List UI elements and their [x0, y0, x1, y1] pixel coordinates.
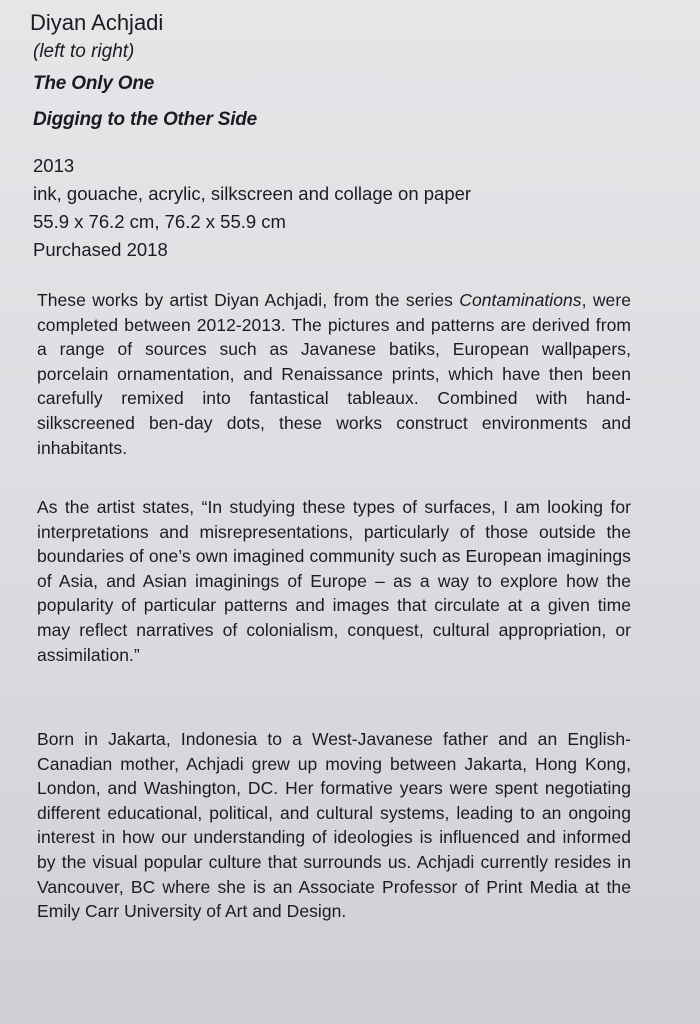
work-title-1: The Only One — [33, 73, 155, 94]
work-title-2: Digging to the Other Side — [33, 109, 258, 130]
artwork-medium: ink, gouache, acrylic, silkscreen and collage on paper — [33, 183, 472, 204]
artist-name: Diyan Achjadi — [30, 10, 164, 35]
paragraph-1-intro: These works by artist Diyan Achjadi, from the series — [37, 290, 460, 310]
artist-biography: Born in Jakarta, Indonesia to a West-Javanese father and an English-Canadian mother, Achjadi grew up moving between Jakarta, Hong Kong, London, and Washington, DC. Her formative years were spent negotiating different educational, political, and cultural systems, leading to an ongoing interest in how our understanding of ideologies is influenced and informed by the visual popular culture that surrounds us. Achjadi currently resides in Vancouver, BC where she is an Associate Professor of Print Media at the Emily Carr University of Art and Design. — [37, 729, 631, 922]
artist-quote: As the artist states, “In studying these types of surfaces, I am looking for interpretations and misrepresentations, particularly of those outside the boundaries of one’s own imagined community such as European imaginings of Asia, and Asian imaginings of Europe – as a way to explore how the popularity of particular patterns and images that circulate at a given time may reflect narratives of colonialism, conquest, cultural appropriation, or assimilation.” — [37, 497, 631, 665]
direction-note: (left to right) — [33, 41, 135, 62]
artwork-dimensions: 55.9 x 76.2 cm, 76.2 x 55.9 cm — [33, 211, 286, 232]
description-paragraph-2 — [37, 495, 631, 667]
description-paragraph-1 — [37, 288, 631, 460]
artwork-acquisition: Purchased 2018 — [33, 239, 168, 260]
artwork-details — [33, 152, 670, 264]
artwork-year: 2013 — [33, 155, 75, 176]
series-title: Contaminations — [459, 290, 582, 310]
paragraph-1-rest: , were completed between 2012-2013. The pictures and patterns are derived from a range of sources such as Javanese batiks, European wallpapers, porcelain ornamentation, and Renaissance prints, which have then been carefully remixed into fantastical tableaux. Combined with hand-silkscreened ben-day dots, these works construct environments and inhabitants. — [37, 290, 631, 458]
label-header — [30, 8, 670, 264]
description-paragraph-3 — [37, 727, 631, 924]
